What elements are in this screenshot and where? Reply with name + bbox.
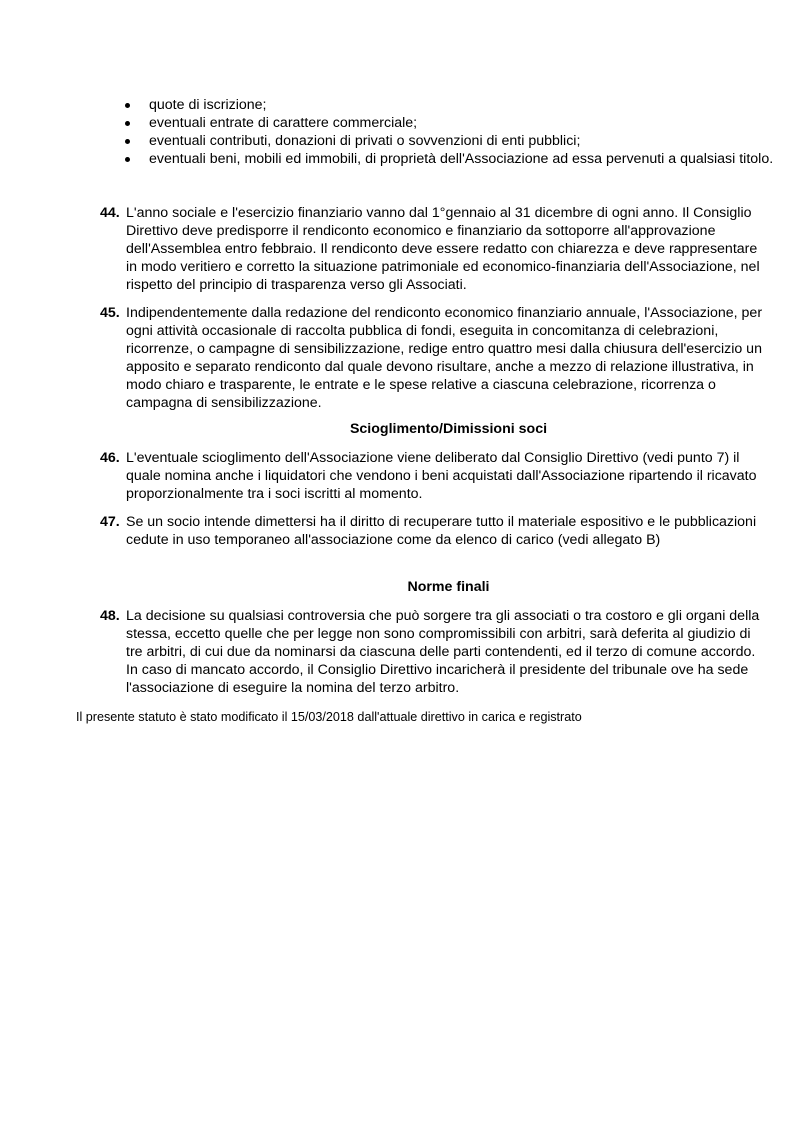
article-text: L'anno sociale e l'esercizio finanziario vanno dal 1°gennaio al 31 dicembre di ogni anno. Il Consiglio Direttivo deve predisporre il rendiconto economico e finanziario da sottoporre all'approvazione dell'Assemblea entro febbraio. Il rendiconto deve essere redatto con chiarezza e deve rappresentare in modo veritiero e corretto la situazione patrimoniale ed economico-finanziaria dell'Associazione, nel rispetto del principio di trasparenza verso gli Associati. bbox=[126, 205, 760, 293]
article-number: 44. bbox=[100, 205, 120, 221]
article-45 bbox=[100, 304, 770, 412]
article-text: Se un socio intende dimettersi ha il diritto di recuperare tutto il materiale espositivo e le pubblicazioni cedute in uso temporaneo all'associazione come da elenco di carico (vedi allegato B) bbox=[126, 514, 757, 548]
article-number: 46. bbox=[100, 450, 120, 466]
list-item bbox=[124, 150, 774, 168]
article-number: 47. bbox=[100, 514, 120, 530]
list-item bbox=[124, 96, 774, 114]
list-item-text: eventuali contributi, donazioni di privati o sovvenzioni di enti pubblici; bbox=[149, 133, 581, 149]
list-item-text: quote di iscrizione; bbox=[149, 97, 267, 113]
bullet-list-revenues bbox=[124, 96, 774, 168]
list-item-text: eventuali beni, mobili ed immobili, di proprietà dell'Associazione ad essa pervenuti a qualsiasi titolo. bbox=[149, 151, 774, 167]
article-44 bbox=[100, 204, 770, 294]
list-item-text: eventuali entrate di carattere commerciale; bbox=[149, 115, 418, 131]
article-46 bbox=[100, 449, 770, 503]
bullet-icon bbox=[125, 103, 130, 108]
article-text: L'eventuale scioglimento dell'Associazione viene deliberato dal Consiglio Direttivo (vedi punto 7) il quale nomina anche i liquidatori che vendono i beni acquistati dall'Associazione ripartendo il ricavato proporzionalmente tra i soci iscritti al momento. bbox=[126, 450, 757, 502]
bullet-icon bbox=[125, 139, 130, 144]
list-item bbox=[124, 132, 774, 150]
bullet-icon bbox=[125, 121, 130, 126]
article-text: La decisione su qualsiasi controversia che può sorgere tra gli associati o tra costoro e gli organi della stessa, eccetto quelle che per legge non sono compromissibili con arbitri, sarà deferita al giudizio di tre arbitri, di cui due da nominarsi da ciascuna delle parti contendenti, ed il terzo di comune accordo. In caso di mancato accordo, il Consiglio Direttivo incaricherà il presidente del tribunale ove ha sede l'associazione di eseguire la nomina del terzo arbitro. bbox=[126, 608, 760, 696]
section-heading-scioglimento: Scioglimento/Dimissioni soci bbox=[349, 421, 548, 437]
article-48 bbox=[100, 607, 770, 697]
footer-note: Il presente statuto è stato modificato il 15/03/2018 dall'attuale direttivo in carica e registrato bbox=[76, 710, 582, 724]
article-number: 48. bbox=[100, 608, 120, 624]
article-47 bbox=[100, 513, 770, 549]
bullet-icon bbox=[125, 157, 130, 162]
section-heading-norme-finali: Norme finali bbox=[407, 579, 490, 595]
article-number: 45. bbox=[100, 305, 120, 321]
list-item bbox=[124, 114, 774, 132]
article-text: Indipendentemente dalla redazione del rendiconto economico finanziario annuale, l'Associazione, per ogni attività occasionale di raccolta pubblica di fondi, eseguita in concomitanza di celebrazioni, ricorrenze, o campagne di sensibilizzazione, redige entro quattro mesi dalla chiusura dell'esercizio un apposito e separato rendiconto dal quale devono risultare, anche a mezzo di relazione illustrativa, in modo chiaro e trasparente, le entrate e le spese relative a ciascuna celebrazione, ricorrenza o campagna di sensibilizzazione. bbox=[126, 305, 763, 411]
